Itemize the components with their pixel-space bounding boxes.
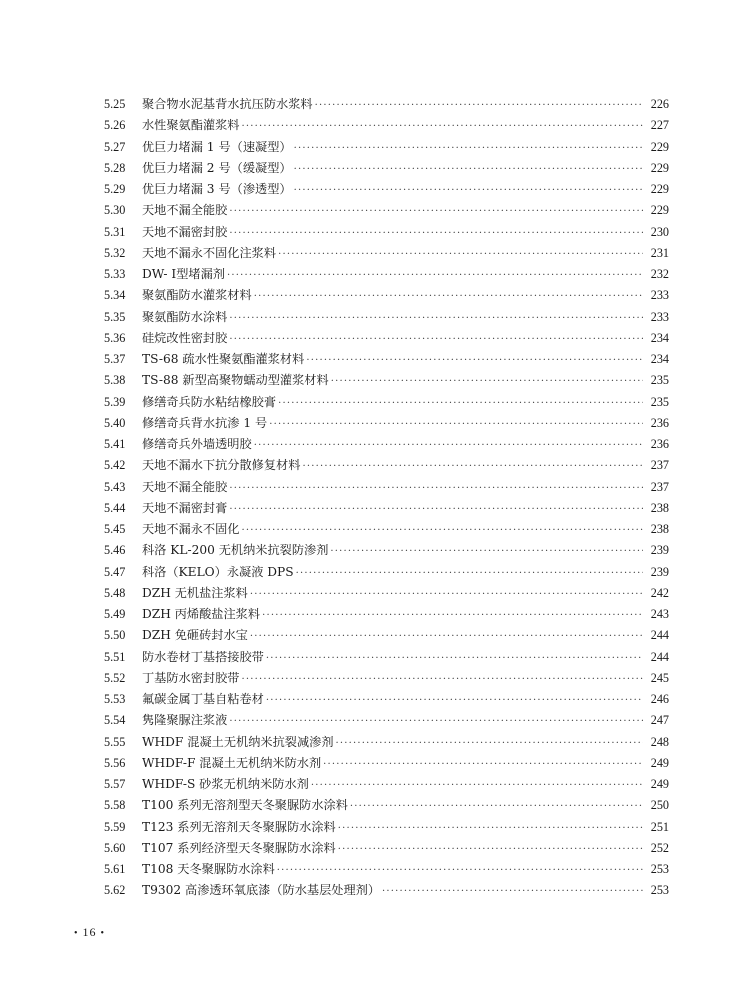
dot-leader <box>323 754 643 775</box>
toc-entry-number: 5.43 <box>104 479 126 494</box>
dot-leader <box>266 648 643 669</box>
toc-entry[interactable] <box>104 880 669 901</box>
dot-leader <box>242 669 644 690</box>
toc-entry-page: 244 <box>650 649 669 664</box>
toc-entry-title: 防水卷材丁基搭接胶带 <box>142 649 264 664</box>
toc-entry[interactable] <box>104 625 669 646</box>
toc-entry-title: 天地不漏密封膏 <box>142 500 228 515</box>
toc-entry-page: 252 <box>650 840 669 855</box>
toc-entry-number: 5.46 <box>104 543 126 558</box>
toc-entry-page: 247 <box>650 713 669 728</box>
toc-entry-number: 5.34 <box>104 288 126 303</box>
toc-entry-title: TS-68 疏水性聚氨酯灌浆材料 <box>142 352 305 366</box>
toc-entry-page: 249 <box>650 755 669 770</box>
toc-entry-number: 5.54 <box>104 713 126 728</box>
toc-entry-page: 233 <box>650 288 669 303</box>
toc-entry-number: 5.31 <box>104 224 126 239</box>
toc-entry-page: 229 <box>650 203 669 218</box>
toc-entry-title: WHDF-F 混凝土无机纳米防水剂 <box>142 755 322 770</box>
toc-entry[interactable] <box>104 668 669 689</box>
toc-entry-page: 245 <box>650 670 669 685</box>
toc-entry-title: T100 系列无溶剂型天冬聚脲防水涂料 <box>142 798 348 813</box>
toc-entry-page: 236 <box>650 415 669 430</box>
toc-entry-title: T9302 高渗透环氧底漆（防水基层处理剂） <box>142 883 381 898</box>
toc-entry-title: 科洛 KL-200 无机纳米抗裂防渗剂 <box>142 543 329 558</box>
toc-entry-title: 优巨力堵漏 2 号（缓凝型） <box>142 160 292 175</box>
toc-entry-page: 231 <box>650 245 669 260</box>
toc-entry[interactable] <box>104 519 669 540</box>
toc-entry-title: 天地不漏全能胶 <box>142 203 228 218</box>
toc-entry[interactable] <box>104 328 669 349</box>
toc-entry[interactable] <box>104 774 669 795</box>
dot-leader <box>266 690 643 711</box>
toc-entry[interactable] <box>104 94 669 115</box>
toc-entry[interactable] <box>104 753 669 774</box>
dot-leader <box>315 95 643 116</box>
dot-leader <box>229 329 643 350</box>
dot-leader <box>311 775 643 796</box>
dot-leader <box>302 456 643 477</box>
toc-entry[interactable] <box>104 307 669 328</box>
toc-entry-number: 5.50 <box>104 628 126 643</box>
dot-leader <box>278 244 643 265</box>
dot-leader <box>382 881 643 902</box>
toc-entry-number: 5.40 <box>104 415 126 430</box>
toc-entry-number: 5.53 <box>104 692 126 706</box>
dot-leader <box>269 414 643 435</box>
toc-entry[interactable] <box>104 838 669 859</box>
toc-entry-title: 氟碳金属丁基自粘卷材 <box>142 692 264 706</box>
toc-entry-title: 隽隆聚脲注浆液 <box>142 713 228 728</box>
toc-entry-number: 5.28 <box>104 160 126 175</box>
dot-leader <box>250 584 643 605</box>
toc-entry[interactable] <box>104 859 669 880</box>
toc-entry-title: 天地不漏永不固化 <box>142 522 240 536</box>
toc-entry-number: 5.29 <box>104 182 126 196</box>
dot-leader <box>227 265 643 286</box>
toc-entry-page: 238 <box>650 500 669 515</box>
toc-entry-title: 聚氨酯防水灌浆材料 <box>142 288 252 303</box>
toc-entry-page: 237 <box>650 458 669 473</box>
toc-entry-page: 234 <box>650 330 669 345</box>
toc-entry-title: 水性聚氨酯灌浆料 <box>142 118 240 133</box>
toc-entry[interactable] <box>104 285 669 306</box>
dot-leader <box>277 860 643 881</box>
toc-entry[interactable] <box>104 179 669 200</box>
page-number: 16 <box>82 925 97 939</box>
dot-leader <box>330 541 643 562</box>
footer-dot-right: • <box>100 928 106 939</box>
toc-entry-title: WHDF 混凝土无机纳米抗裂减渗剂 <box>142 734 334 749</box>
toc-entry-page: 234 <box>650 352 669 366</box>
toc-entry-page: 249 <box>650 777 669 791</box>
toc-entry[interactable] <box>104 540 669 561</box>
toc-entry-number: 5.45 <box>104 522 126 536</box>
toc-entry-page: 233 <box>650 309 669 324</box>
toc-entry-number: 5.38 <box>104 373 126 388</box>
toc-entry-page: 239 <box>650 543 669 558</box>
toc-entry[interactable] <box>104 604 669 625</box>
dot-leader <box>229 711 643 732</box>
dot-leader <box>278 393 643 414</box>
toc-entry-number: 5.26 <box>104 118 126 133</box>
dot-leader <box>229 308 643 329</box>
toc-entry[interactable] <box>104 455 669 476</box>
toc-entry-number: 5.30 <box>104 203 126 218</box>
toc-entry-page: 251 <box>650 819 669 834</box>
toc-entry-page: 239 <box>650 564 669 579</box>
toc-entry-title: WHDF-S 砂浆无机纳米防水剂 <box>142 777 309 791</box>
toc-entry[interactable] <box>104 370 669 391</box>
toc-entry[interactable] <box>104 158 669 179</box>
toc-entry-title: 修缮奇兵背水抗渗 1 号 <box>142 415 268 430</box>
dot-leader <box>250 626 643 647</box>
toc-entry-title: T108 天冬聚脲防水涂料 <box>142 862 275 876</box>
toc-entry-title: 丁基防水密封胶带 <box>142 670 240 685</box>
toc-entry-page: 229 <box>650 160 669 175</box>
toc-entry[interactable] <box>104 732 669 753</box>
dot-leader <box>294 159 643 180</box>
toc-entry-title: 聚氨酯防水涂料 <box>142 309 228 324</box>
toc-entry[interactable] <box>104 498 669 519</box>
dot-leader <box>262 605 643 626</box>
dot-leader <box>229 478 643 499</box>
toc-entry[interactable] <box>104 795 669 816</box>
toc-entry-page: 248 <box>650 734 669 749</box>
dot-leader <box>350 796 643 817</box>
toc-entry-number: 5.41 <box>104 437 126 451</box>
page-footer <box>74 925 105 940</box>
toc-entry-number: 5.59 <box>104 819 126 834</box>
toc-entry-page: 235 <box>650 373 669 388</box>
toc-entry-number: 5.27 <box>104 139 126 154</box>
toc-entry[interactable] <box>104 477 669 498</box>
toc-entry-number: 5.62 <box>104 883 126 898</box>
toc-entry[interactable] <box>104 200 669 221</box>
toc-entry-page: 227 <box>650 118 669 133</box>
toc-entry-title: 优巨力堵漏 1 号（速凝型） <box>142 139 292 154</box>
toc-entry-title: 天地不漏全能胶 <box>142 479 228 494</box>
toc-entry-number: 5.25 <box>104 97 126 111</box>
dot-leader <box>229 223 643 244</box>
toc-entry-number: 5.56 <box>104 755 126 770</box>
toc-entry[interactable] <box>104 115 669 136</box>
toc-entry-number: 5.49 <box>104 607 126 621</box>
toc-entry-title: 修缮奇兵外墙透明胶 <box>142 437 252 451</box>
toc-entry-number: 5.42 <box>104 458 126 473</box>
footer-dot-left: • <box>74 928 79 939</box>
toc-entry-page: 243 <box>650 607 669 621</box>
dot-leader <box>294 180 643 201</box>
toc-entry-title: DZH 丙烯酸盐注浆料 <box>142 607 261 621</box>
toc-entry[interactable] <box>104 710 669 731</box>
toc-entry-title: DZH 无机盐注浆料 <box>142 585 248 600</box>
toc-entry[interactable] <box>104 583 669 604</box>
toc-entry[interactable] <box>104 817 669 838</box>
toc-entry-page: 236 <box>650 437 669 451</box>
toc-entry-title: 聚合物水泥基背水抗压防水浆料 <box>142 97 313 111</box>
toc-entry[interactable] <box>104 392 669 413</box>
toc-entry[interactable] <box>104 243 669 264</box>
toc-entry-number: 5.48 <box>104 585 126 600</box>
toc-entry-page: 253 <box>650 862 669 876</box>
toc-entry-number: 5.39 <box>104 394 126 409</box>
toc-entry-number: 5.33 <box>104 267 126 281</box>
toc-entry-number: 5.35 <box>104 309 126 324</box>
toc-entry-number: 5.61 <box>104 862 126 876</box>
toc-entry-number: 5.52 <box>104 670 126 685</box>
dot-leader <box>254 286 643 307</box>
dot-leader <box>242 116 644 137</box>
toc-entry[interactable] <box>104 413 669 434</box>
toc-entry-number: 5.44 <box>104 500 126 515</box>
toc-entry-number: 5.32 <box>104 245 126 260</box>
toc-entry-number: 5.37 <box>104 352 126 366</box>
dot-leader <box>296 563 643 584</box>
toc-entry-title: 修缮奇兵防水粘结橡胶膏 <box>142 394 277 409</box>
toc-entry-title: 优巨力堵漏 3 号（渗透型） <box>142 182 292 196</box>
toc-entry-page: 246 <box>650 692 669 706</box>
dot-leader <box>294 138 643 159</box>
toc-entry-number: 5.51 <box>104 649 126 664</box>
dot-leader <box>242 520 644 541</box>
toc-entry-page: 230 <box>650 224 669 239</box>
toc-entry-page: 232 <box>650 267 669 281</box>
toc-entry-title: T107 系列经济型天冬聚脲防水涂料 <box>142 840 336 855</box>
toc-entry[interactable] <box>104 222 669 243</box>
dot-leader <box>229 201 643 222</box>
toc-entry-page: 244 <box>650 628 669 643</box>
toc-entry-number: 5.60 <box>104 840 126 855</box>
toc-entry-title: 天地不漏水下抗分散修复材料 <box>142 458 301 473</box>
toc-entry[interactable] <box>104 689 669 710</box>
toc-entry-title: T123 系列无溶剂天冬聚脲防水涂料 <box>142 819 336 834</box>
dot-leader <box>306 350 643 371</box>
toc-entry-number: 5.55 <box>104 734 126 749</box>
toc-entry[interactable] <box>104 349 669 370</box>
toc-entry-page: 242 <box>650 585 669 600</box>
dot-leader <box>331 371 643 392</box>
toc-entry-page: 238 <box>650 522 669 536</box>
toc-entry-title: DW- Ⅰ型堵漏剂 <box>142 267 225 281</box>
toc-entry[interactable] <box>104 647 669 668</box>
dot-leader <box>336 733 643 754</box>
toc-entry-number: 5.36 <box>104 330 126 345</box>
dot-leader <box>229 499 643 520</box>
toc-entry-title: TS-88 新型高聚物蠕动型灌浆材料 <box>142 373 329 388</box>
toc-entry[interactable] <box>104 137 669 158</box>
toc-entry-number: 5.47 <box>104 564 126 579</box>
toc-entry-number: 5.57 <box>104 777 126 791</box>
toc-entry-title: 天地不漏密封胶 <box>142 224 228 239</box>
toc-entry-title: DZH 免砸砖封水宝 <box>142 628 248 643</box>
dot-leader <box>338 839 643 860</box>
toc-entry-page: 229 <box>650 139 669 154</box>
toc-entry[interactable] <box>104 264 669 285</box>
toc-entry-title: 天地不漏永不固化注浆料 <box>142 245 277 260</box>
toc-entry-title: 科洛（KELO）永凝液 DPS <box>142 564 294 579</box>
table-of-contents <box>104 94 669 902</box>
toc-entry-page: 235 <box>650 394 669 409</box>
toc-entry[interactable] <box>104 434 669 455</box>
toc-entry-number: 5.58 <box>104 798 126 813</box>
dot-leader <box>338 818 643 839</box>
toc-entry-page: 237 <box>650 479 669 494</box>
toc-entry-page: 253 <box>650 883 669 898</box>
toc-entry[interactable] <box>104 562 669 583</box>
toc-entry-title: 硅烷改性密封胶 <box>142 330 228 345</box>
toc-entry-page: 229 <box>650 182 669 196</box>
dot-leader <box>254 435 643 456</box>
toc-entry-page: 226 <box>650 97 669 111</box>
toc-entry-page: 250 <box>650 798 669 813</box>
